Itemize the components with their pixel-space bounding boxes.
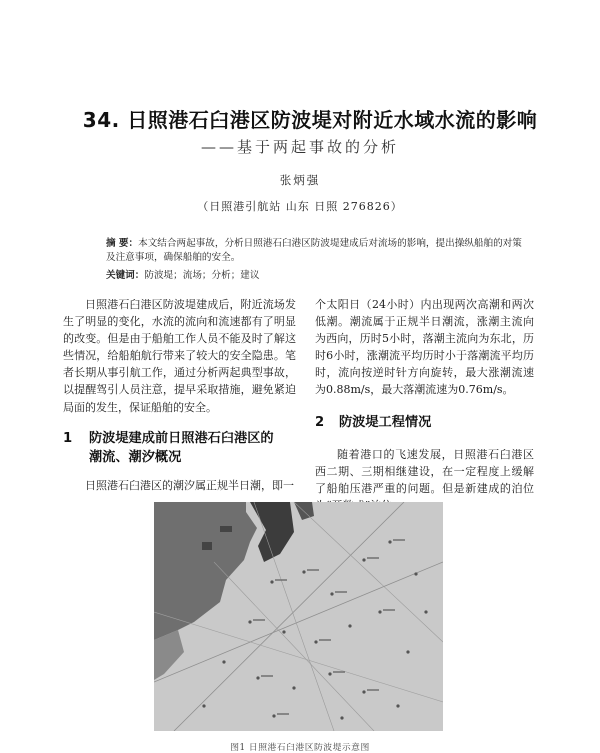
- section-2-title: 防波堤工程情况: [339, 415, 432, 430]
- section-1-number: 1: [63, 431, 73, 446]
- depth-marker: [292, 686, 295, 689]
- berth-structure: [220, 526, 232, 532]
- depth-marker: [388, 540, 391, 543]
- section-1-heading: [63, 430, 303, 467]
- depth-marker: [378, 610, 381, 613]
- article-title: 34. 日照港石臼港区防波堤对附近水域水流的影响: [82, 108, 538, 132]
- section-2-paragraph: 随着港口的飞速发展，日照港石臼港区西二期、三期相继建设，在一定程度上缓解了船舶压港严重的问题。但是新建成的泊位: [315, 448, 534, 496]
- section-1-title-line2: 潮流、潮汐概况: [89, 449, 182, 465]
- abstract: [106, 237, 531, 265]
- intro-paragraph: 日照港石臼港区防波堤建成后，附近流场发生了明显的变化，水流的流向和流速都有了明显的改变。但是由于船舶工作人员不能及时了解这些情况，给船舶航行带来了较大的安全隐患。笔者长期从事引航工作，通过分析两起典型事故，以提醒驾引人员注意，提早采取措施，避免紧迫局面的发生，保证船舶的安全。: [63, 298, 296, 414]
- depth-marker: [202, 704, 205, 707]
- section-1-paragraph: 日照港石臼港区的潮汐属正规半日潮，即一: [85, 479, 294, 492]
- author-affiliation: （日照港引航站 山东 日照 276826）: [197, 200, 403, 213]
- figure-caption: 图1 日照港石臼港区防波堤示意图: [230, 743, 370, 753]
- right-column-paragraph: 个太阳日（24小时）内出现两次高潮和两次低潮。潮流属于正规半日潮流，涨潮主流向为西向，历时5小时，落潮主流向为东北，历时6小时，涨潮流平均历时小于落潮流平均历时，流向按逆时针方向旋转，最大涨潮流速为0.88m/s，最大落潮流速为0.76m/s。: [315, 298, 534, 397]
- depth-marker: [256, 676, 259, 679]
- article-subtitle: ——基于两起事故的分析: [200, 138, 399, 156]
- section-2-number: 2: [315, 415, 325, 430]
- abstract-label: 摘 要：: [106, 238, 139, 249]
- depth-marker: [406, 650, 409, 653]
- depth-marker: [282, 630, 285, 633]
- author-name: 张炳强: [279, 173, 321, 187]
- depth-marker: [396, 704, 399, 707]
- depth-marker: [328, 672, 331, 675]
- depth-marker: [248, 620, 251, 623]
- section-2-heading: [315, 414, 535, 433]
- abstract-text: 本文结合两起事故，分析日照港石臼港区防波堤建成后对流场的影响，提出操纵船舶的对策及注意事项，确保船舶的安全。: [106, 238, 522, 263]
- depth-marker: [348, 624, 351, 627]
- depth-marker: [222, 660, 225, 663]
- depth-marker: [340, 716, 343, 719]
- depth-marker: [330, 592, 333, 595]
- depth-marker: [314, 640, 317, 643]
- section-1-title-line1: 防波堤建成前日照港石臼港区的: [89, 431, 274, 446]
- breakwater-map-figure: [154, 502, 443, 731]
- breakwater-map: [154, 502, 443, 731]
- depth-marker: [302, 570, 305, 573]
- keywords: [106, 267, 531, 281]
- depth-marker: [424, 610, 427, 613]
- depth-marker: [272, 714, 275, 717]
- berth-structure: [202, 542, 212, 550]
- depth-marker: [362, 558, 365, 561]
- depth-marker: [270, 580, 273, 583]
- keywords-text: 防波堤；流场；分析；建议: [144, 270, 260, 281]
- depth-marker: [414, 572, 417, 575]
- keywords-label: 关键词：: [106, 270, 145, 281]
- depth-marker: [362, 690, 365, 693]
